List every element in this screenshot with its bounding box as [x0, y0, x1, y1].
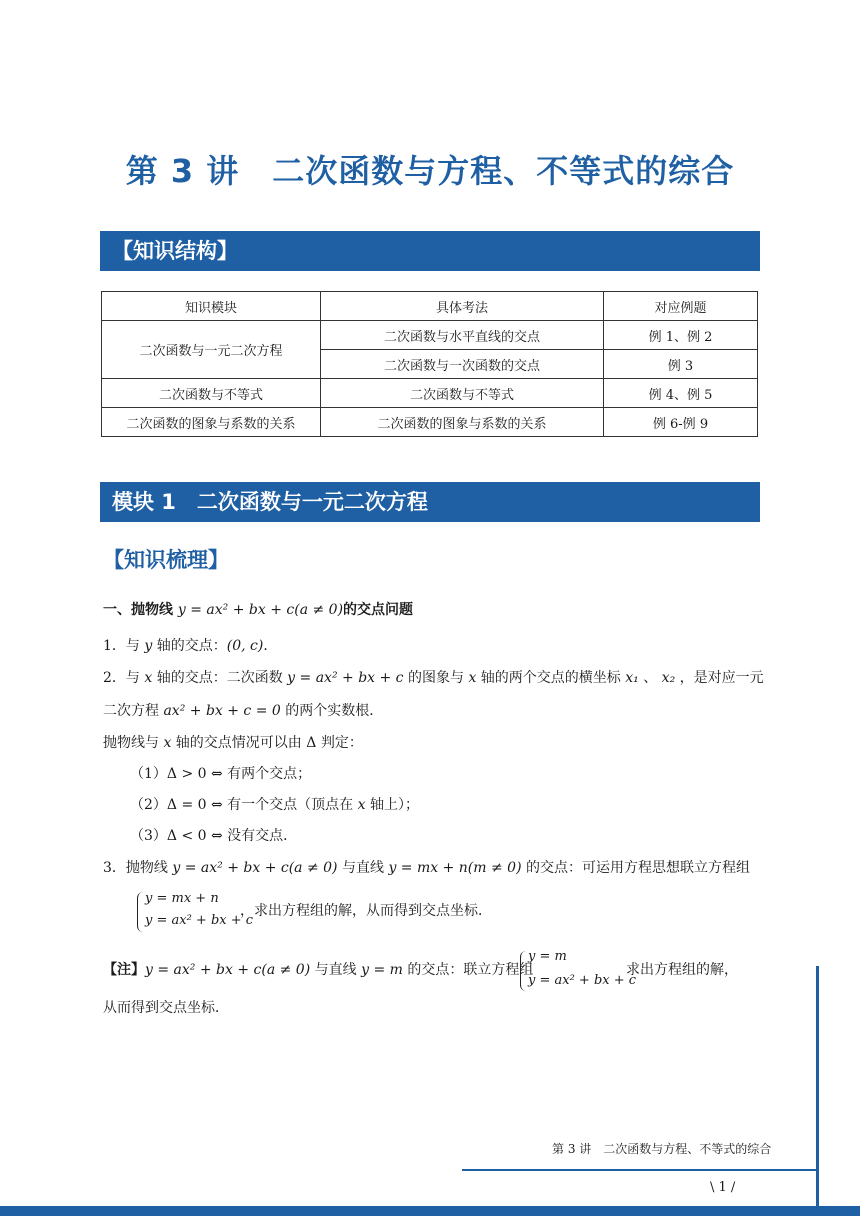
- text: 3．抛物线: [103, 860, 173, 876]
- formula: ax² + bx + c = 0: [163, 703, 281, 719]
- paragraph-2b: [103, 701, 383, 721]
- content-heading: [103, 600, 413, 620]
- table-cell: 二次函数与不等式: [102, 379, 321, 408]
- text: 的交点：联立方程组: [402, 962, 534, 978]
- paragraph-2: [103, 668, 764, 688]
- note-line: [103, 960, 533, 980]
- text: 1．与: [103, 638, 145, 654]
- table-cell: 例 6-例 9: [604, 408, 758, 437]
- text: 的交点问题: [343, 602, 414, 618]
- formula: y = ax² + bx + c(a ≠ 0): [145, 962, 311, 978]
- text: ，是对应一元: [675, 670, 764, 686]
- system-equation: y = ax² + bx + c: [145, 913, 254, 928]
- case-1: （1）Δ > 0 ⇔ 有两个交点；: [130, 766, 312, 782]
- paragraph-3: [103, 733, 363, 753]
- text: 的图象与: [403, 670, 469, 686]
- formula: y: [144, 638, 153, 654]
- text: 轴上）；: [365, 797, 419, 813]
- table-cell: 二次函数与一次函数的交点: [321, 350, 604, 379]
- formula: y = ax² + bx + c(a ≠ 0): [177, 602, 344, 618]
- formula: x₂: [661, 670, 676, 686]
- system-equation: y = ax² + bx + c: [528, 973, 637, 988]
- formula: x: [163, 735, 172, 751]
- text: 、: [638, 670, 662, 686]
- footer-title: 第 3 讲 二次函数与方程、不等式的综合: [552, 1142, 772, 1156]
- text: （2）Δ = 0 ⇔ 有一个交点（顶点在: [130, 797, 358, 813]
- text: 轴的交点：二次函数: [152, 670, 288, 686]
- table-row: [102, 408, 758, 437]
- text: 与直线: [337, 860, 389, 876]
- bottom-strip: [0, 1206, 860, 1216]
- table-header-cell: 具体考法: [321, 292, 604, 321]
- table-header-row: [102, 292, 758, 321]
- formula: y = m: [361, 962, 403, 978]
- note-conclusion: 求出方程组的解，: [626, 962, 738, 978]
- formula: y = ax² + bx + c(a ≠ 0): [172, 860, 338, 876]
- section-heading-knowledge-structure: 【知识结构】: [100, 231, 760, 271]
- paragraph-1: [103, 636, 277, 656]
- text: 2．与: [103, 670, 145, 686]
- system-brace: [137, 892, 144, 932]
- page-title: 第 3 讲 二次函数与方程、不等式的综合: [125, 152, 735, 190]
- decorative-vertical-line: [816, 966, 819, 1216]
- table-row: [102, 321, 758, 350]
- text: 轴的交点：: [152, 638, 227, 654]
- table-header-cell: 知识模块: [102, 292, 321, 321]
- text: 二次方程: [103, 703, 164, 719]
- footer-divider: [462, 1169, 816, 1171]
- text: 的两个实数根．: [280, 703, 384, 719]
- formula: x₁: [625, 670, 639, 686]
- text: 轴的两个交点的横坐标: [476, 670, 626, 686]
- table-cell: 二次函数与一元二次方程: [102, 321, 321, 379]
- formula: y = mx + n(m ≠ 0): [388, 860, 522, 876]
- text: ．: [263, 638, 278, 654]
- formula: x: [468, 670, 477, 686]
- system-equation: y = mx + n: [145, 891, 219, 906]
- system-equation: y = m: [528, 949, 567, 964]
- sub-heading: 【知识梳理】: [103, 548, 229, 572]
- module-heading: 模块 1 二次函数与一元二次方程: [100, 482, 760, 522]
- text: 的交点：可运用方程思想联立方程组: [521, 860, 750, 876]
- table-cell: 例 1、例 2: [604, 321, 758, 350]
- knowledge-table: [101, 291, 758, 437]
- table-cell: 二次函数与不等式: [321, 379, 604, 408]
- formula: y = ax² + bx + c: [287, 670, 404, 686]
- formula: x: [144, 670, 153, 686]
- formula: (0, c): [226, 638, 264, 654]
- table-cell: 二次函数的图象与系数的关系: [102, 408, 321, 437]
- table-cell: 二次函数的图象与系数的关系: [321, 408, 604, 437]
- table-row: [102, 379, 758, 408]
- table-header-cell: 对应例题: [604, 292, 758, 321]
- text: 一、抛物线: [103, 602, 178, 618]
- text: 与直线: [310, 962, 362, 978]
- note-line-2: 从而得到交点坐标．: [103, 1000, 229, 1016]
- case-3: （3）Δ < 0 ⇔ 没有交点．: [130, 828, 298, 844]
- system-conclusion: ，求出方程组的解，从而得到交点坐标．: [240, 903, 492, 919]
- table-cell: 例 3: [604, 350, 758, 379]
- text: 抛物线与: [103, 735, 164, 751]
- text: 轴的交点情况可以由 Δ 判定：: [171, 735, 363, 751]
- table-cell: 例 4、例 5: [604, 379, 758, 408]
- table-cell: 二次函数与水平直线的交点: [321, 321, 604, 350]
- page-number: \ 1 /: [710, 1180, 736, 1195]
- paragraph-4: [103, 858, 750, 878]
- case-2: [130, 795, 419, 815]
- note-label: 【注】: [103, 962, 145, 978]
- system-brace: [520, 951, 527, 991]
- formula: x: [357, 797, 366, 813]
